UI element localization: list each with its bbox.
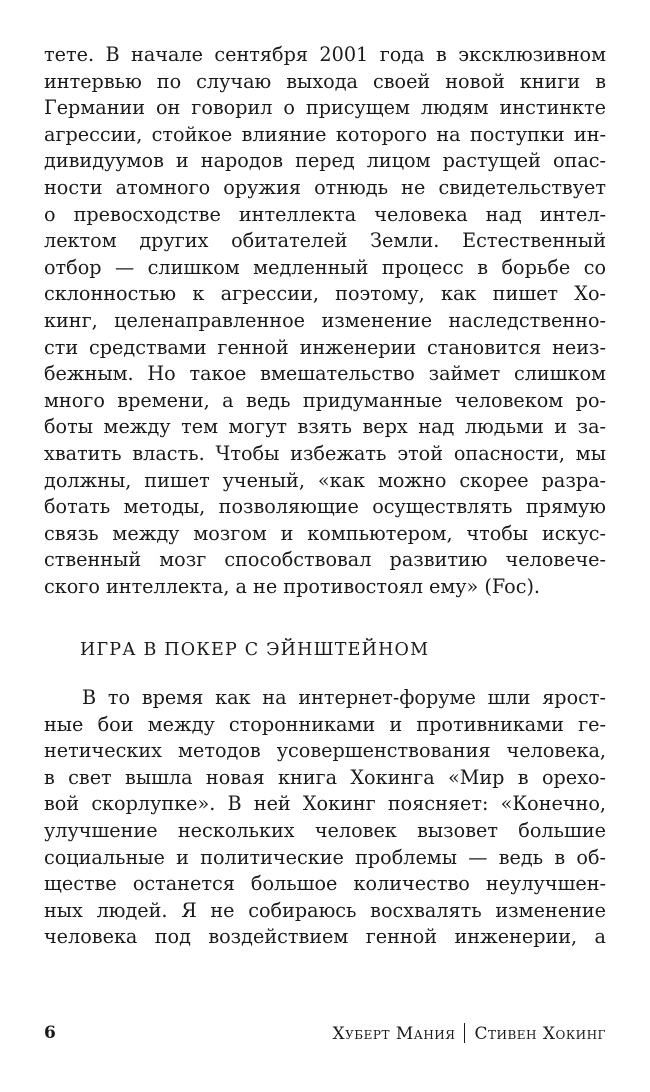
text-line: интервью по случаю выхода своей новой книги в [44, 69, 606, 93]
text-line: Германии он говорил о присущем людям инстинкте [44, 96, 606, 120]
text-line: ского интеллекта, а не противостоял ему» (Foc). [44, 574, 541, 598]
paragraph-2 [44, 685, 606, 951]
text-line: о превосходстве интеллекта человека над интел- [44, 202, 606, 226]
running-head-divider [464, 1023, 465, 1043]
paragraph-1 [44, 42, 606, 600]
text-line: нетических методов усовершенствования человека, [44, 739, 606, 763]
text-line: хватить власть. Чтобы избежать этой опасности, мы [44, 441, 606, 465]
text-line: бежным. Но такое вмешательство займет слишком [44, 362, 606, 386]
text-line: ботать методы, позволяющие осуществлять прямую [44, 495, 606, 519]
text-line: социальные и политические проблемы — ведь в об- [44, 845, 606, 869]
text-line: ществе останется большое количество неулучшен- [44, 872, 606, 896]
text-line: в свет вышла новая книга Хокинга «Мир в орехо- [44, 765, 606, 789]
text-line: человека под воздействием генной инженерии, а [44, 925, 606, 949]
running-head [333, 1023, 606, 1044]
text-line: много времени, а ведь придуманные человеком ро- [44, 388, 606, 412]
text-line: должны, пишет ученый, «как можно скорее разра- [44, 468, 606, 492]
text-line: вой скорлупке». В ней Хокинг поясняет: «Конечно, [44, 792, 606, 816]
text-line: связь между мозгом и компьютером, чтобы искус- [44, 521, 606, 545]
running-head-title: Стивен Хокинг [474, 1024, 606, 1044]
text-line: агрессии, стойкое влияние которого на поступки ин- [44, 122, 606, 146]
text-line: склонностью к агрессии, поэтому, как пишет Хо- [44, 282, 606, 306]
text-line: ственный мозг способствовал развитию человече- [44, 548, 606, 572]
book-page [44, 42, 606, 949]
text-line: тете. В начале сентября 2001 года в эксклюзивном [44, 43, 606, 66]
section-heading: ИГРА В ПОКЕР С ЭЙНШТЕЙНОМ [80, 640, 430, 660]
text-line: ные бои между сторонниками и противниками ге- [44, 712, 606, 736]
text-line: ности атомного оружия отнюдь не свидетельствует [44, 175, 606, 199]
running-head-author: Хуберт Мания [332, 1024, 456, 1044]
text-line: лектом других обитателей Земли. Естественный [44, 229, 606, 253]
text-line: сти средствами генной инженерии становится неиз- [44, 335, 606, 359]
text-line: кинг, целенаправленное изменение наследственно- [44, 308, 606, 332]
page-number: 6 [44, 1023, 56, 1043]
page-footer [44, 1023, 606, 1049]
text-line: ных людей. Я не собираюсь восхвалять изменение [44, 898, 606, 922]
text-line: отбор — слишком медленный процесс в борьбе со [44, 255, 606, 279]
text-line: боты между тем могут взять верх над людьми и за- [44, 415, 606, 439]
text-line: дивидуумов и народов перед лицом растущей опас- [44, 149, 606, 173]
text-line: улучшение нескольких человек вызовет большие [44, 818, 606, 842]
text-line: В то время как на интернет-форуме шли ярост- [82, 686, 606, 709]
